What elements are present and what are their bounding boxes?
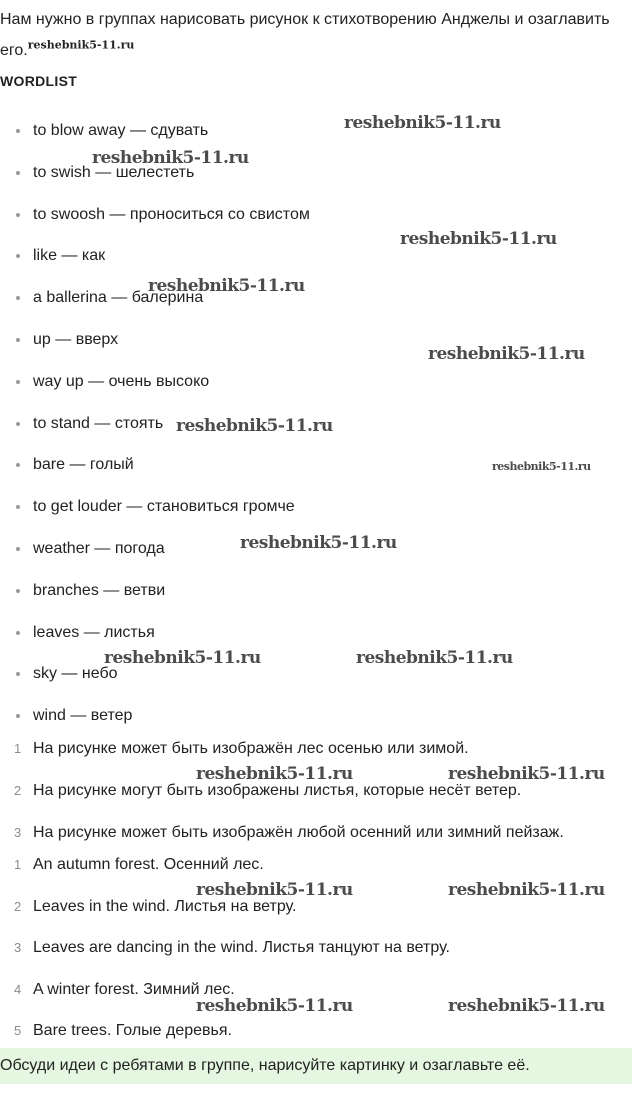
bullet-icon: [16, 296, 20, 300]
item-number: 2: [14, 898, 22, 914]
idea-item: [0, 778, 564, 820]
task-banner: [0, 1048, 632, 1084]
item-number: 3: [14, 825, 22, 840]
list-item: [0, 445, 310, 487]
bullet-icon: [16, 129, 20, 133]
word-entry: weather — погода: [33, 539, 165, 557]
word-entry: sky — небо: [33, 665, 118, 683]
list-item: [0, 236, 310, 278]
watermark: reshebnik5-11.ru: [448, 996, 605, 1016]
item-number: 3: [14, 940, 22, 956]
word-entry: wind — ветер: [33, 707, 133, 725]
source-mark: reshebnik5-11.ru: [27, 38, 135, 52]
bullet-icon: [16, 463, 20, 467]
wordlist-heading: WORDLIST: [0, 73, 78, 89]
watermark: reshebnik5-11.ru: [196, 764, 353, 784]
intro-text: Нам нужно в группах нарисовать рисунок к стихотворению Анджелы и озаглавить его.: [0, 11, 610, 59]
bullet-icon: [16, 338, 20, 342]
intro-paragraph: [0, 4, 620, 66]
bullet-icon: [16, 422, 20, 426]
title-text: An autumn forest. Осенний лес.: [33, 856, 264, 873]
item-number: 5: [14, 1023, 22, 1039]
bullet-icon: [16, 714, 20, 718]
word-entry: branches — ветви: [33, 581, 166, 599]
word-entry: up — вверх: [33, 330, 119, 348]
word-entry: to stand — стоять: [33, 414, 164, 432]
word-entry: to swoosh — проноситься со свистом: [33, 205, 310, 223]
watermark: reshebnik5-11.ru: [428, 344, 585, 364]
bullet-icon: [16, 589, 20, 593]
idea-text: На рисунке может быть изображён лес осенью или зимой.: [33, 740, 469, 757]
watermark: reshebnik5-11.ru: [400, 229, 557, 249]
title-text: A winter forest. Зимний лес.: [33, 980, 235, 998]
watermark: reshebnik5-11.ru: [356, 648, 513, 668]
watermark: reshebnik5-11.ru: [148, 276, 305, 296]
watermark: reshebnik5-11.ru: [104, 648, 261, 668]
item-number: 2: [14, 783, 22, 798]
word-entry: a ballerina — балерина: [33, 289, 204, 307]
watermark: reshebnik5-11.ru: [492, 460, 591, 473]
word-entry: way up — очень высоко: [33, 372, 210, 390]
list-item: [0, 696, 310, 738]
title-item: [0, 935, 450, 977]
task-text: Обсуди идеи с ребятами в группе, нарисуйте картинку и озаглавьте её.: [0, 1057, 530, 1074]
watermark: reshebnik5-11.ru: [448, 880, 605, 900]
watermark: reshebnik5-11.ru: [344, 113, 501, 133]
idea-text: На рисунке могут быть изображены листья, которые несёт ветер.: [33, 782, 522, 799]
ideas-list: [0, 736, 564, 862]
word-entry: to get louder — становиться громче: [33, 498, 295, 516]
list-item: [0, 111, 310, 153]
title-text: Leaves in the wind. Листья на ветру.: [33, 897, 297, 915]
title-text: Leaves are dancing in the wind. Листья танцуют на ветру.: [33, 939, 450, 957]
bullet-icon: [16, 547, 20, 551]
word-entry: to swish — шелестеть: [33, 163, 195, 181]
watermark: reshebnik5-11.ru: [240, 533, 397, 553]
word-entry: like — как: [33, 247, 106, 265]
bullet-icon: [16, 213, 20, 217]
list-item: [0, 320, 310, 362]
bullet-icon: [16, 505, 20, 509]
bullet-icon: [16, 254, 20, 258]
list-item: [0, 487, 310, 529]
bullet-icon: [16, 380, 20, 384]
item-number: 1: [14, 741, 22, 756]
watermark: reshebnik5-11.ru: [92, 148, 249, 168]
title-text: Bare trees. Голые деревья.: [33, 1022, 232, 1040]
list-item: [0, 195, 310, 237]
watermark: reshebnik5-11.ru: [196, 996, 353, 1016]
word-entry: leaves — листья: [33, 623, 155, 641]
watermark: reshebnik5-11.ru: [196, 880, 353, 900]
bullet-icon: [16, 171, 20, 175]
idea-text: На рисунке может быть изображён любой осенний или зимний пейзаж.: [33, 824, 564, 841]
bullet-icon: [16, 672, 20, 676]
list-item: [0, 571, 310, 613]
list-item: [0, 362, 310, 404]
watermark: reshebnik5-11.ru: [176, 416, 333, 436]
bullet-icon: [16, 631, 20, 635]
word-entry: to blow away — сдувать: [33, 122, 209, 139]
watermark: reshebnik5-11.ru: [448, 764, 605, 784]
item-number: 1: [14, 857, 22, 872]
word-entry: bare — голый: [33, 456, 134, 474]
item-number: 4: [14, 981, 22, 997]
